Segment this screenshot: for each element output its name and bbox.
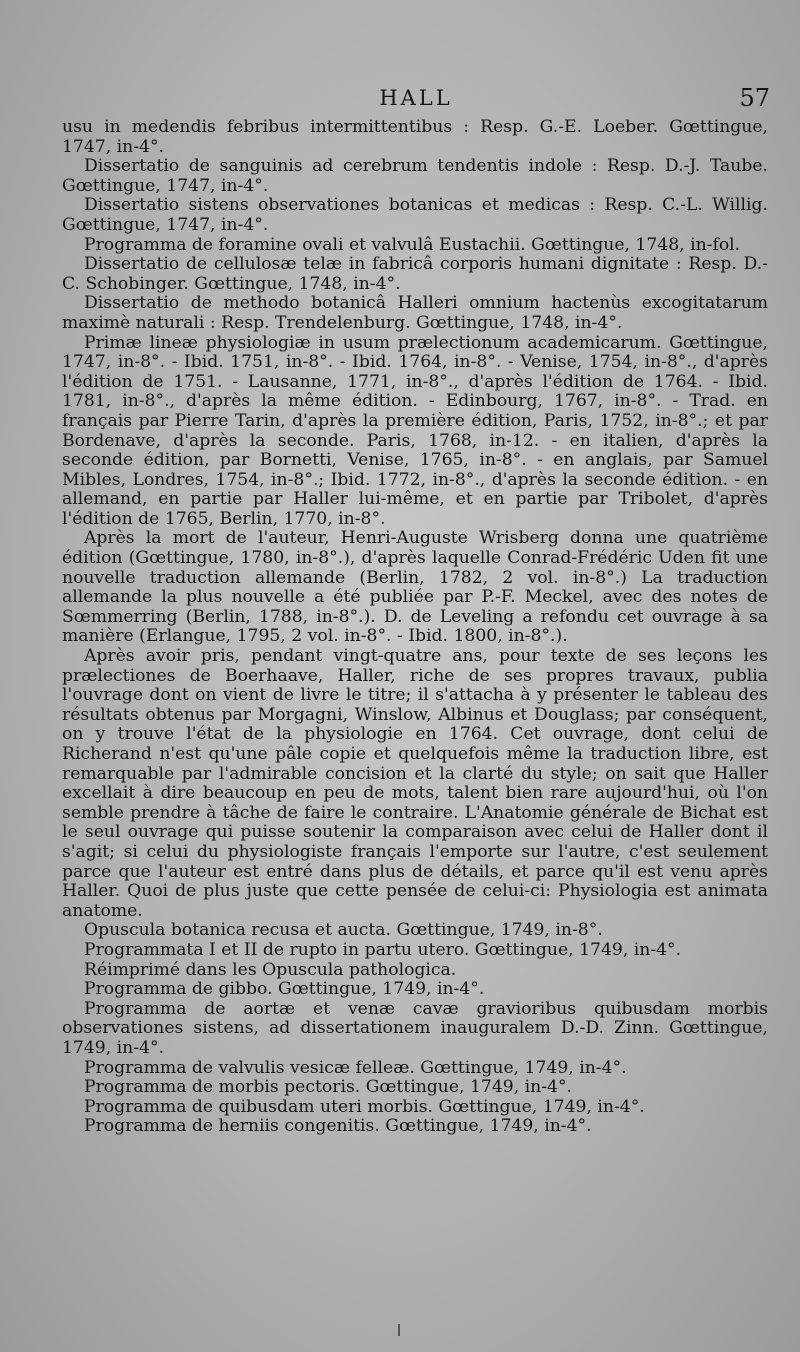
running-head [62, 84, 770, 114]
entry: Programma de morbis pectoris. Gœttingue, 1749, in-4°. [84, 1077, 573, 1098]
paragraph: Après la mort de l'auteur, Henri-Auguste Wrisberg donna une quatrième édition (Gœttingue, 1780, in-8°.), d'après laquelle Conrad-Frédéric Uden fit une nouvelle traduction allemande (Berlin, 1782, 2 vol. in-8°.) La traduction allemande la plus nouvelle a été publiée par P.-F. Meckel, avec des notes de Sœmmerring (Berlin, 1788, in-8°.). D. de Leveling a refondu cet ouvrage à sa manière (Erlangue, 1795, 2 vol. in-8°. - Ibid. 1800, in-8°.). [62, 528, 768, 647]
entry: Réimprimé dans les Opuscula pathologica. [84, 959, 457, 980]
entry: Programma de gibbo. Gœttingue, 1749, in-4°. [84, 979, 485, 1000]
entry: Primæ lineæ physiologiæ in usum prælectionum academicarum. Gœttingue, 1747, in-8°. - Ibid. 1751, in-8°. - Ibid. 1764, in-8°. - Venise, 1754, in-8°., d'après l'édition de 1751. - Lausanne, 1771, in-8°., d'après l'édition de 1764. - Ibid. 1781, in-8°., d'après la même édition. - Edinbourg, 1767, in-8°. - Trad. en français par Pierre Tarin, d'après la première édition, Paris, 1752, in-8°.; et par Bordenave, d'après la seconde. Paris, 1768, in-12. - en italien, d'après la seconde édition, par Bornetti, Venise, 1765, in-8°. - en anglais, par Samuel Mibles, Londres, 1754, in-8°.; Ibid. 1772, in-8°., d'après la seconde édition. - en allemand, en partie par Haller lui-même, et en partie par Tribolet, d'après l'édition de 1765, Berlin, 1770, in-8°. [62, 332, 768, 529]
entry: Programma de herniis congenitis. Gœttingue, 1749, in-4°. [84, 1116, 592, 1137]
entry: usu in medendis febribus intermittentibus : Resp. G.-E. Loeber. Gœttingue, 1747, in-4°. [62, 117, 768, 157]
entry: Programma de quibusdam uteri morbis. Gœttingue, 1749, in-4°. [84, 1096, 645, 1117]
entry: Programmata I et II de rupto in partu utero. Gœttingue, 1749, in-4°. [84, 939, 682, 960]
entry: Dissertatio de sanguinis ad cerebrum tendentis indole : Resp. D.-J. Taube. Gœttingue, 1747, in-4°. [62, 156, 768, 196]
entry: Dissertatio de cellulosæ telæ in fabricâ corporis humani dignitate : Resp. D.-C. Schobinger. Gœttingue, 1748, in-4°. [62, 254, 768, 294]
entry: Programma de aortæ et venæ cavæ gravioribus quibusdam morbis observationes sistens, ad dissertationem inauguralem D.-D. Zinn. Gœttingue, 1749, in-4°. [62, 998, 768, 1058]
body-text [62, 118, 768, 1137]
entry: Dissertatio sistens observationes botanicas et medicas : Resp. C.-L. Willig. Gœttingue, 1747, in-4°. [62, 195, 768, 235]
entry: Programma de valvulis vesicæ felleæ. Gœttingue, 1749, in-4°. [84, 1057, 627, 1078]
paragraph: Après avoir pris, pendant vingt-quatre ans, pour texte de ses leçons les prælectiones de Boerhaave, Haller, riche de ses propres travaux, publia l'ouvrage dont on vient de livre le titre; il s'attacha à y présenter le tableau des résultats obtenus par Morgagni, Winslow, Albinus et Douglass; par conséquent, on y trouve l'état de la physiologie en 1764. Cet ouvrage, dont celui de Richerand n'est qu'une pâle copie et quelquefois même la traduction libre, est remarquable par l'admirable concision et la clarté du style; on sait que Haller excellait à dire beaucoup en peu de mots, talent bien rare aujourd'hui, où l'on semble prendre à tâche de faire le contraire. L'Anatomie générale de Bichat est le seul ouvrage qui puisse soutenir la comparaison avec celui de Haller dont il s'agit; si celui du physiologiste français l'emporte sur l'autre, c'est seulement parce que l'auteur est entré dans plus de détails, et parce qu'il est venu après Haller. Quoi de plus juste que cette pensée de celui-ci: Physiologia est animata anatome. [62, 646, 768, 921]
running-title: HALL [379, 86, 453, 110]
page-number: 57 [739, 84, 770, 112]
entry: Opuscula botanica recusa et aucta. Gœttingue, 1749, in-8°. [84, 920, 603, 941]
entry: Dissertatio de methodo botanicâ Halleri omnium hactenùs excogitatarum maximè naturali : Resp. Trendelenburg. Gœttingue, 1748, in-4°. [62, 293, 768, 333]
entry: Programma de foramine ovali et valvulâ Eustachii. Gœttingue, 1748, in-fol. [84, 234, 741, 255]
folio-mark [398, 1324, 400, 1336]
